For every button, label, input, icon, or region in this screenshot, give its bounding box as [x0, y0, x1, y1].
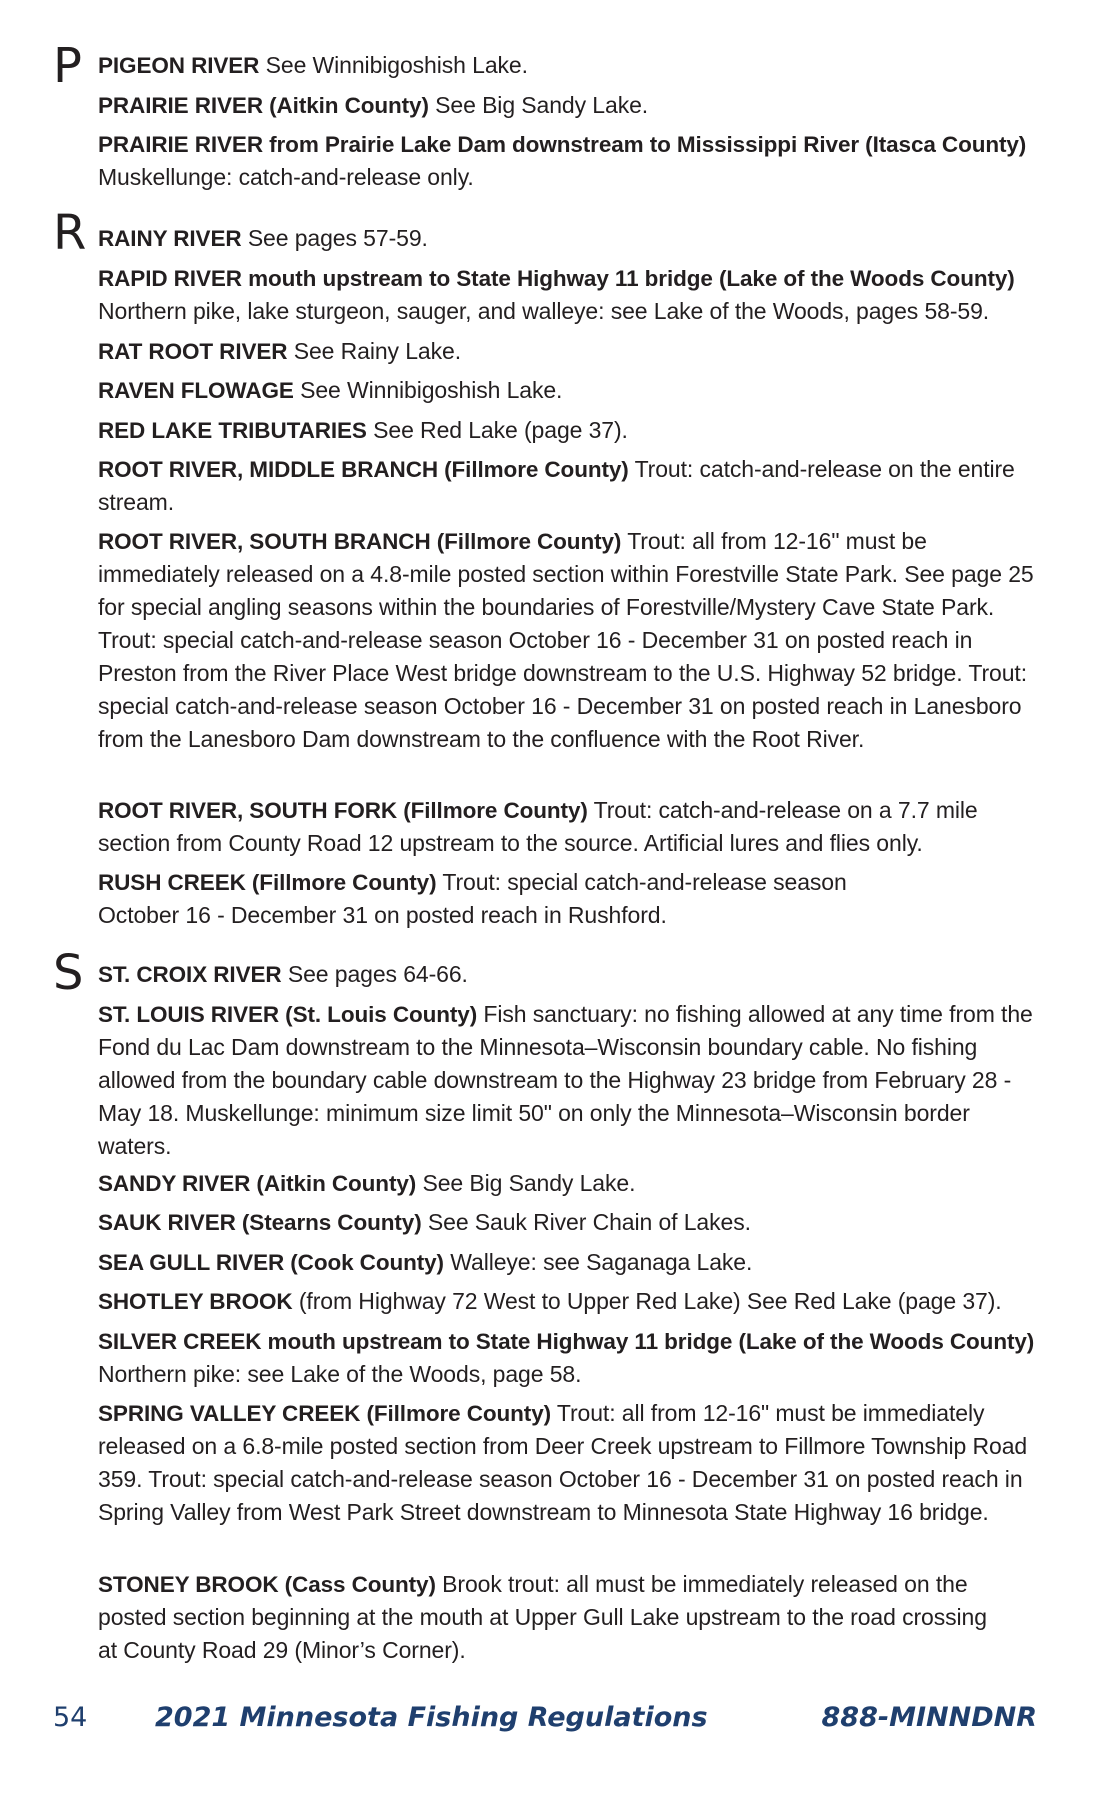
entry-text: Fish sanctuary: no fishing allowed at any time from the Fond du Lac Dam downstream to the Minnesota–Wisconsin boundary cable. No fishing allowed from the boundary cable downstream to the Highway 23 bridge from February 28 - May 18. Muskellunge: minimum size limit 50" on only the Minnesota–Wisconsin border waters. — [98, 1001, 1033, 1159]
entry-text: Trout: all from 12-16" must be immediately released on a 6.8-mile posted section from Deer Creek upstream to Fillmore Township Road 359. Trout: special catch-and-release season October 16 - December 31 on posted reach in Spring Valley from West Park Street downstream to Minnesota State Highway 16 bridge. — [98, 1400, 1028, 1525]
entry-text: See Big Sandy Lake. — [422, 1170, 636, 1196]
entry-spring-valley-creek — [98, 1397, 1043, 1529]
entry-name: SHOTLEY BROOK — [98, 1289, 293, 1314]
entry-text: Trout: special catch-and-release season October 16 - December 31 on posted reach in Rushford. — [98, 869, 847, 928]
entry-name: RAPID RIVER mouth upstream to State Highway 11 bridge (Lake of the Woods County) — [98, 266, 1015, 291]
entry-name: STONEY BROOK (Cass County) — [98, 1572, 436, 1597]
entry-prairie-river-itasca — [98, 128, 1043, 194]
entry-pigeon-river — [98, 49, 1043, 82]
entry-text: (from Highway 72 West to Upper Red Lake) See Red Lake (page 37). — [298, 1288, 1002, 1314]
entry-root-river-south-branch — [98, 525, 1043, 756]
entry-text: Northern pike: see Lake of the Woods, page 58. — [98, 1361, 582, 1387]
entry-text: Trout: catch-and-release on a 7.7 mile section from County Road 12 upstream to the source. Artificial lures and flies only. — [98, 797, 978, 856]
entry-text: See Winnibigoshish Lake. — [300, 377, 563, 403]
entry-name: SPRING VALLEY CREEK (Fillmore County) — [98, 1401, 552, 1426]
entry-name: PRAIRIE RIVER (Aitkin County) — [98, 93, 429, 118]
section-letter-s: S — [53, 945, 84, 1001]
entry-text: Trout: catch-and-release on the entire stream. — [98, 456, 1015, 515]
entry-name: ROOT RIVER, MIDDLE BRANCH (Fillmore County) — [98, 457, 629, 482]
entry-raven-flowage — [98, 374, 1043, 407]
entry-rainy-river — [98, 222, 1043, 255]
entry-text: See Rainy Lake. — [293, 338, 462, 364]
page-footer — [0, 1702, 1097, 1742]
entry-text: See Big Sandy Lake. — [435, 92, 649, 118]
entry-root-river-middle-branch — [98, 453, 1043, 519]
entry-name: ST. CROIX RIVER — [98, 962, 282, 987]
entry-rush-creek — [98, 866, 888, 932]
entry-text: See pages 64-66. — [287, 961, 468, 987]
entry-name: RAINY RIVER — [98, 226, 242, 251]
publication-title: 2021 Minnesota Fishing Regulations — [155, 1702, 708, 1733]
section-letter-r: R — [53, 205, 87, 261]
entry-name: SEA GULL RIVER (Cook County) — [98, 1250, 444, 1275]
entry-name: ROOT RIVER, SOUTH FORK (Fillmore County) — [98, 798, 588, 823]
page-number: 54 — [53, 1702, 88, 1733]
entry-text: See Sauk River Chain of Lakes. — [427, 1209, 751, 1235]
entry-sea-gull-river — [98, 1246, 1043, 1279]
entry-text: Walleye: see Saganaga Lake. — [450, 1249, 753, 1275]
entry-text: Brook trout: all must be immediately released on the posted section beginning at the mouth at Upper Gull Lake upstream to the road crossing at County Road 29 (Minor’s Corner). — [98, 1571, 987, 1663]
entry-shotley-brook — [98, 1285, 1043, 1318]
entry-name: ROOT RIVER, SOUTH BRANCH (Fillmore County) — [98, 529, 622, 554]
entry-name: PRAIRIE RIVER from Prairie Lake Dam downstream to Mississippi River (Itasca County) — [98, 132, 1027, 157]
contact-phone: 888-MINNDNR — [821, 1702, 1037, 1733]
entry-text: See Red Lake (page 37). — [373, 417, 628, 443]
entry-text: Northern pike, lake sturgeon, sauger, and walleye: see Lake of the Woods, pages 58-59. — [98, 298, 990, 324]
entry-rapid-river — [98, 262, 1043, 328]
entry-st-louis-river — [98, 998, 1043, 1163]
entry-prairie-river-aitkin — [98, 89, 1043, 122]
entry-name: RAT ROOT RIVER — [98, 339, 288, 364]
section-letter-p: P — [53, 38, 82, 94]
entry-stoney-brook — [98, 1568, 998, 1667]
entry-text: Trout: all from 12-16" must be immediately released on a 4.8-mile posted section within Forestville State Park. See page 25 for special angling seasons within the boundaries of Forestville/Mystery Cave State Park. Trout: special catch-and-release season October 16 - December 31 on posted reach in Preston from the River Place West bridge downstream to the U.S. Highway 52 bridge. Trout: special catch-and-release season October 16 - December 31 on posted reach in Lanesboro from the Lanesboro Dam downstream to the confluence with the Root River. — [98, 528, 1034, 752]
entry-name: SANDY RIVER (Aitkin County) — [98, 1171, 417, 1196]
entry-text: See Winnibigoshish Lake. — [265, 52, 528, 78]
entry-root-river-south-fork — [98, 794, 1043, 860]
entry-sauk-river — [98, 1206, 1043, 1239]
entry-name: SILVER CREEK mouth upstream to State Highway 11 bridge (Lake of the Woods County) — [98, 1329, 1035, 1354]
entry-red-lake-tributaries — [98, 414, 1043, 447]
entry-sandy-river — [98, 1167, 1043, 1200]
entry-text: Muskellunge: catch-and-release only. — [98, 164, 474, 190]
entry-name: RAVEN FLOWAGE — [98, 378, 294, 403]
entry-name: ST. LOUIS RIVER (St. Louis County) — [98, 1002, 478, 1027]
entry-text: See pages 57-59. — [247, 225, 428, 251]
entry-st-croix-river — [98, 958, 1043, 991]
entry-silver-creek — [98, 1325, 1043, 1391]
entry-name: RUSH CREEK (Fillmore County) — [98, 870, 437, 895]
entry-rat-root-river — [98, 335, 1043, 368]
entry-name: RED LAKE TRIBUTARIES — [98, 418, 367, 443]
entry-name: SAUK RIVER (Stearns County) — [98, 1210, 422, 1235]
entry-name: PIGEON RIVER — [98, 53, 260, 78]
